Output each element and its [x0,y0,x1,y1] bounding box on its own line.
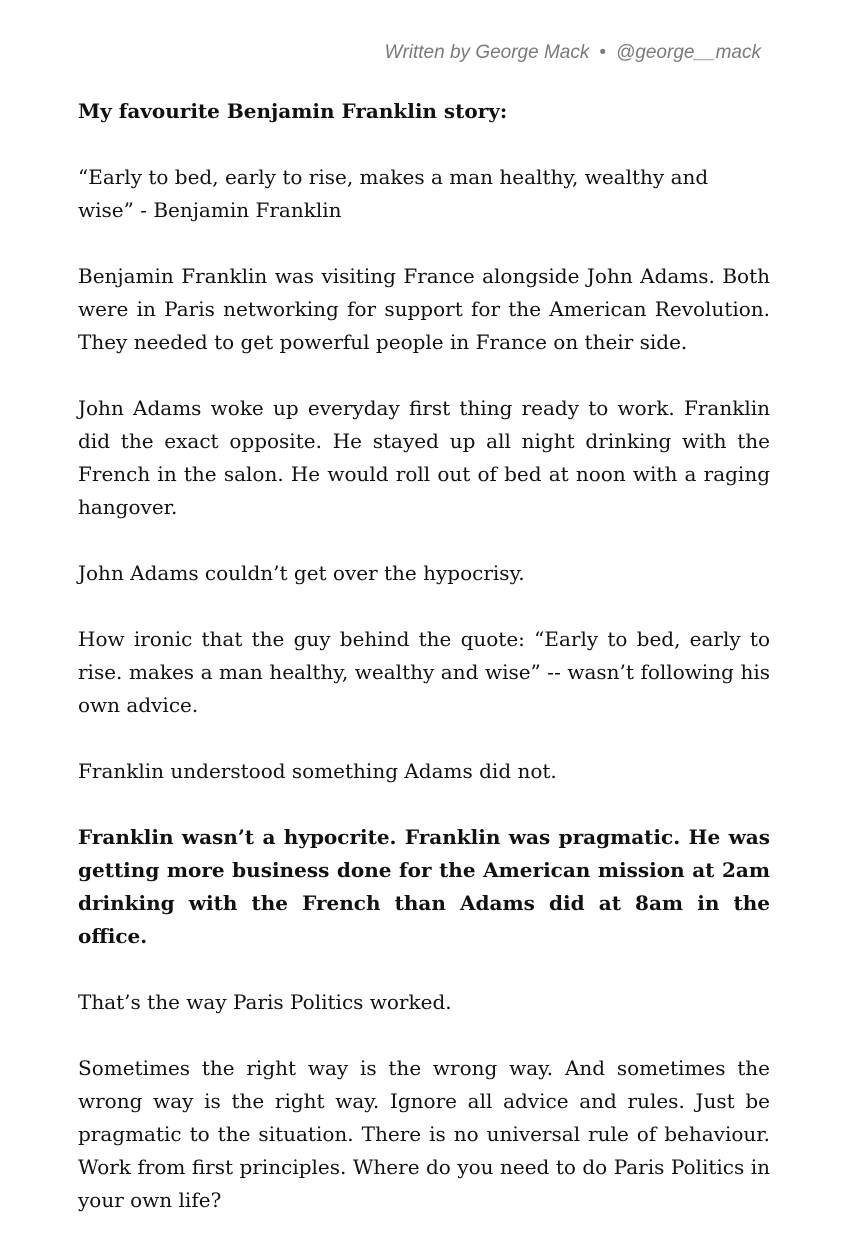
paragraph-hypocrisy: John Adams couldn’t get over the hypocrisy. [78,561,525,585]
paragraph-visit: Benjamin Franklin was visiting France alongside John Adams. Both were in Paris networking for support for the American Revolution. They needed to get powerful people in France on their side. [78,264,770,354]
paragraph-quote: “Early to bed, early to rise, makes a man healthy, wealthy and wise” - Benjamin Franklin [78,165,709,222]
byline-author: Written by George Mack [384,42,590,63]
byline [385,42,761,64]
article-body [78,95,770,1250]
byline-handle: @george__mack [616,42,761,63]
byline-separator: • [599,42,607,63]
article-title: My favourite Benjamin Franklin story: [78,99,508,123]
paragraph-habits: John Adams woke up everyday first thing ready to work. Franklin did the exact opposite. He stayed up all night drinking with the French in the salon. He would roll out of bed at noon with a raging hangover. [78,396,770,519]
paragraph-pragmatic: Franklin wasn’t a hypocrite. Franklin was pragmatic. He was getting more business done for the American mission at 2am drinking with the French than Adams did at 8am in the office. [78,825,770,948]
paragraph-conclusion: Sometimes the right way is the wrong way. And sometimes the wrong way is the right way. Ignore all advice and rules. Just be pragmatic to the situation. There is no universal rule of behaviour. Work from first principles. Where do you need to do Paris Politics in your own life? [78,1056,770,1212]
paragraph-irony: How ironic that the guy behind the quote: “Early to bed, early to rise. makes a man healthy, wealthy and wise” -- wasn’t following his own advice. [78,627,770,717]
paragraph-paris-politics: That’s the way Paris Politics worked. [78,990,452,1014]
paragraph-understood: Franklin understood something Adams did not. [78,759,557,783]
